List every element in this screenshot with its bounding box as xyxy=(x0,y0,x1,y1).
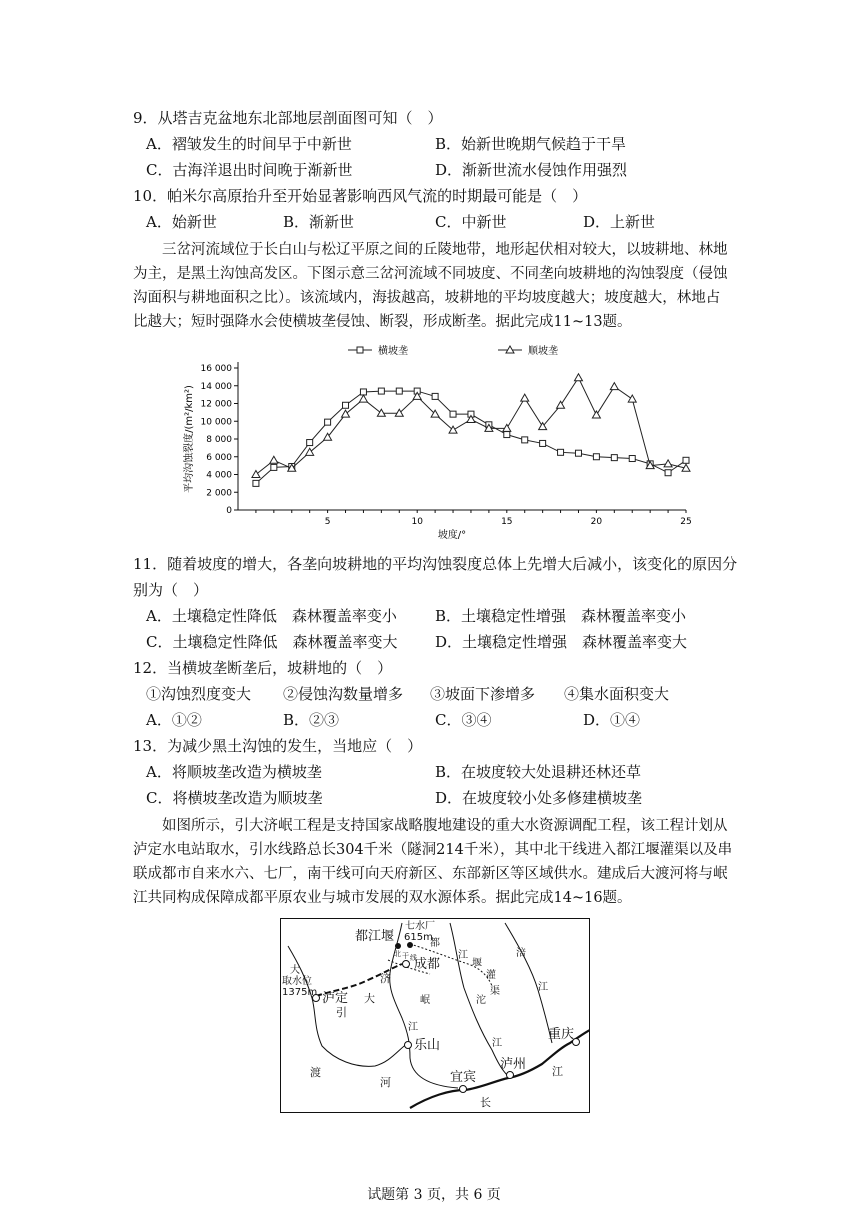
point-triangle xyxy=(521,394,529,401)
point-square xyxy=(343,402,349,408)
label-luding: 泸定 xyxy=(322,991,349,1006)
svg-text:江: 江 xyxy=(458,950,468,961)
point-square xyxy=(396,388,402,394)
q11-option-b[interactable]: B．土壤稳定性增强 森林覆盖率变小 xyxy=(435,607,687,625)
q10-option-b[interactable]: B．渐新世 xyxy=(283,213,355,231)
point-square xyxy=(325,419,331,425)
x-tick-label: 20 xyxy=(590,517,603,527)
y-tick-label: 10 000 xyxy=(200,417,232,428)
q12-item-4: ④集水面积变大 xyxy=(564,685,670,703)
q11-option-c[interactable]: C．土壤稳定性降低 森林覆盖率变大 xyxy=(146,633,398,651)
label-intake-3: 1375m xyxy=(282,987,318,998)
q13-option-d[interactable]: D．在坡度较小处多修建横坡垄 xyxy=(435,789,643,807)
svg-text:北: 北 xyxy=(394,950,401,958)
point-square xyxy=(683,457,689,463)
point-square xyxy=(450,411,456,417)
svg-text:堰: 堰 xyxy=(472,958,482,969)
x-axis-title: 坡度/° xyxy=(437,530,467,540)
svg-text:江: 江 xyxy=(408,1022,418,1033)
svg-text:长: 长 xyxy=(480,1096,491,1109)
point-triangle xyxy=(664,460,672,467)
legend-label: 顺坡垄 xyxy=(528,346,558,357)
svg-text:岷: 岷 xyxy=(420,995,430,1006)
svg-text:引: 引 xyxy=(336,1006,347,1019)
svg-text:线: 线 xyxy=(410,954,417,962)
chengdu-marker xyxy=(403,961,410,968)
question-9-stem: 9．从塔吉克盆地东北部地层剖面图可知（ ） xyxy=(133,109,443,127)
svg-text:河: 河 xyxy=(380,1076,391,1089)
q12-item-2: ②侵蚀沟数量增多 xyxy=(283,685,404,703)
q11-option-a[interactable]: A．土壤稳定性降低 森林覆盖率变小 xyxy=(146,607,397,625)
y-tick-label: 16 000 xyxy=(200,364,232,374)
label-luzhou: 泸州 xyxy=(500,1057,527,1072)
q9-option-d[interactable]: D．渐新世流水侵蚀作用强烈 xyxy=(435,161,628,179)
point-square xyxy=(540,440,546,446)
passage-sanchahe: 三岔河流域位于长白山与松辽平原之间的丘陵地带，地形起伏相对较大，以坡耕地、林地为主，是黑土沟蚀高发区。下图示意三岔河流域不同坡度、不同垄向坡耕地的沟蚀裂度（侵蚀沟面积与耕地面积之比）。该流域内，海拔越高，坡耕地的平均坡度越大；坡度越大，林地占比越大；短时强降水会使横坡垄侵蚀、断裂，形成断垄。据此完成11~13题。 xyxy=(133,242,728,330)
point-square xyxy=(665,470,671,476)
q12-option-a[interactable]: A．①② xyxy=(146,711,202,729)
question-12-stem: 12．当横坡垄断垄后，坡耕地的（ ） xyxy=(133,659,393,677)
point-triangle xyxy=(628,395,636,402)
svg-text:大: 大 xyxy=(364,992,375,1005)
point-square xyxy=(593,454,599,460)
q10-option-c[interactable]: C．中新世 xyxy=(435,213,507,231)
yinda-jimin-map xyxy=(280,918,590,1113)
legend-square xyxy=(357,347,363,353)
page-footer: 试题第 3 页，共 6 页 xyxy=(367,1187,501,1203)
legend-label: 横坡垄 xyxy=(378,346,408,357)
q12-option-d[interactable]: D．①④ xyxy=(583,711,641,729)
y-tick-label: 2 000 xyxy=(206,488,232,499)
svg-text:渠: 渠 xyxy=(490,986,500,997)
leshan-marker xyxy=(405,1042,412,1049)
y-tick-label: 4 000 xyxy=(206,470,232,481)
label-leshan: 乐山 xyxy=(414,1038,441,1053)
series-line-2 xyxy=(256,378,686,475)
point-square xyxy=(611,455,617,461)
x-tick-label: 15 xyxy=(501,517,513,527)
x-tick-label: 10 xyxy=(411,517,423,527)
point-square xyxy=(558,449,564,455)
y-tick-label: 12 000 xyxy=(200,399,232,410)
svg-text:渡: 渡 xyxy=(310,1066,321,1079)
svg-text:江: 江 xyxy=(538,982,548,993)
point-triangle xyxy=(610,383,618,390)
y-tick-label: 0 xyxy=(226,506,232,516)
question-11-stem-cont: 别为（ ） xyxy=(133,581,209,599)
point-triangle xyxy=(270,456,278,463)
label-yibin: 宜宾 xyxy=(450,1070,477,1085)
svg-text:沱: 沱 xyxy=(476,995,486,1006)
label-water-plant: 七水厂 xyxy=(405,921,435,932)
label-water-plant-elev: 615m xyxy=(404,932,433,943)
label-dujiangyan: 都江堰 xyxy=(355,929,395,944)
x-tick-label: 25 xyxy=(680,517,692,527)
point-triangle xyxy=(252,471,260,478)
svg-text:干: 干 xyxy=(402,952,409,960)
point-square xyxy=(504,432,510,438)
point-square xyxy=(271,464,277,470)
yibin-marker xyxy=(460,1086,467,1093)
point-square xyxy=(253,480,259,486)
label-chongqing: 重庆 xyxy=(548,1027,575,1042)
label-intake-1: 大 xyxy=(290,965,300,976)
chart-series xyxy=(252,374,690,487)
erosion-line-chart xyxy=(178,340,698,540)
svg-text:都: 都 xyxy=(430,938,440,949)
y-axis-title: 平均沟蚀裂度/(m²/km²) xyxy=(184,385,195,493)
q13-option-c[interactable]: C．将横坡垄改造为顺坡垄 xyxy=(146,789,323,807)
point-square xyxy=(378,388,384,394)
q13-option-a[interactable]: A．将顺坡垄改造为横坡垄 xyxy=(146,763,322,781)
luzhou-marker xyxy=(507,1072,514,1079)
q13-option-b[interactable]: B．在坡度较大处退耕还林还草 xyxy=(435,763,642,781)
q9-option-c[interactable]: C．古海洋退出时间晚于渐新世 xyxy=(146,161,353,179)
point-triangle xyxy=(574,374,582,381)
x-tick-label: 5 xyxy=(324,517,331,527)
passage-yindajimin: 如图所示，引大济岷工程是支持国家战略腹地建设的重大水资源调配工程，该工程计划从泸定水电站取水，引水线路总长304千米（隧洞214千米），其中北干线进入都江堰灌渠以及串联成都市自来水六、七厂，南干线可向天府新区、东部新区等区域供水。建成后大渡河将与岷江共同构成保障成都平原农业与城市发展的双水源体系。据此完成14~16题。 xyxy=(133,818,733,906)
point-triangle xyxy=(592,411,600,418)
svg-text:灌: 灌 xyxy=(486,970,496,981)
q12-item-1: ①沟蚀烈度变大 xyxy=(146,685,252,703)
series-line-1 xyxy=(256,391,686,483)
question-13-stem: 13．为减少黑土沟蚀的发生，当地应（ ） xyxy=(133,737,423,755)
svg-text:涪: 涪 xyxy=(516,948,526,959)
q12-option-c[interactable]: C．③④ xyxy=(435,711,492,729)
q12-item-3: ③坡面下渗增多 xyxy=(430,685,536,703)
point-square xyxy=(307,440,313,446)
label-chengdu: 成都 xyxy=(414,957,441,972)
svg-text:济: 济 xyxy=(380,972,391,985)
q9-option-a[interactable]: A．褶皱发生的时间早于中新世 xyxy=(146,135,352,153)
point-triangle xyxy=(557,401,565,408)
dujiangyan-marker xyxy=(395,943,401,949)
q10-option-d[interactable]: D．上新世 xyxy=(583,213,656,231)
y-tick-label: 14 000 xyxy=(200,381,232,392)
point-triangle xyxy=(359,395,367,402)
chart-legend xyxy=(348,344,558,357)
svg-text:江: 江 xyxy=(552,1065,563,1078)
svg-text:江: 江 xyxy=(492,1038,502,1049)
point-square xyxy=(629,456,635,462)
label-intake-2: 取水位 xyxy=(282,976,312,987)
point-square xyxy=(522,437,528,443)
y-tick-label: 8 000 xyxy=(206,435,232,445)
y-tick-label: 6 000 xyxy=(206,452,232,463)
question-10-stem: 10．帕米尔高原抬升至开始显著影响西风气流的时期最可能是（ ） xyxy=(133,187,588,205)
point-square xyxy=(575,450,581,456)
point-square xyxy=(432,393,438,399)
q11-option-d[interactable]: D．土壤稳定性增强 森林覆盖率变大 xyxy=(435,633,688,651)
q9-option-b[interactable]: B．始新世晚期气候趋于干旱 xyxy=(435,135,627,153)
q10-option-a[interactable]: A．始新世 xyxy=(146,213,217,231)
q12-option-b[interactable]: B．②③ xyxy=(283,711,340,729)
question-11-stem: 11．随着坡度的增大，各垄向坡耕地的平均沟蚀裂度总体上先增大后减小，该变化的原因分 xyxy=(133,555,738,573)
